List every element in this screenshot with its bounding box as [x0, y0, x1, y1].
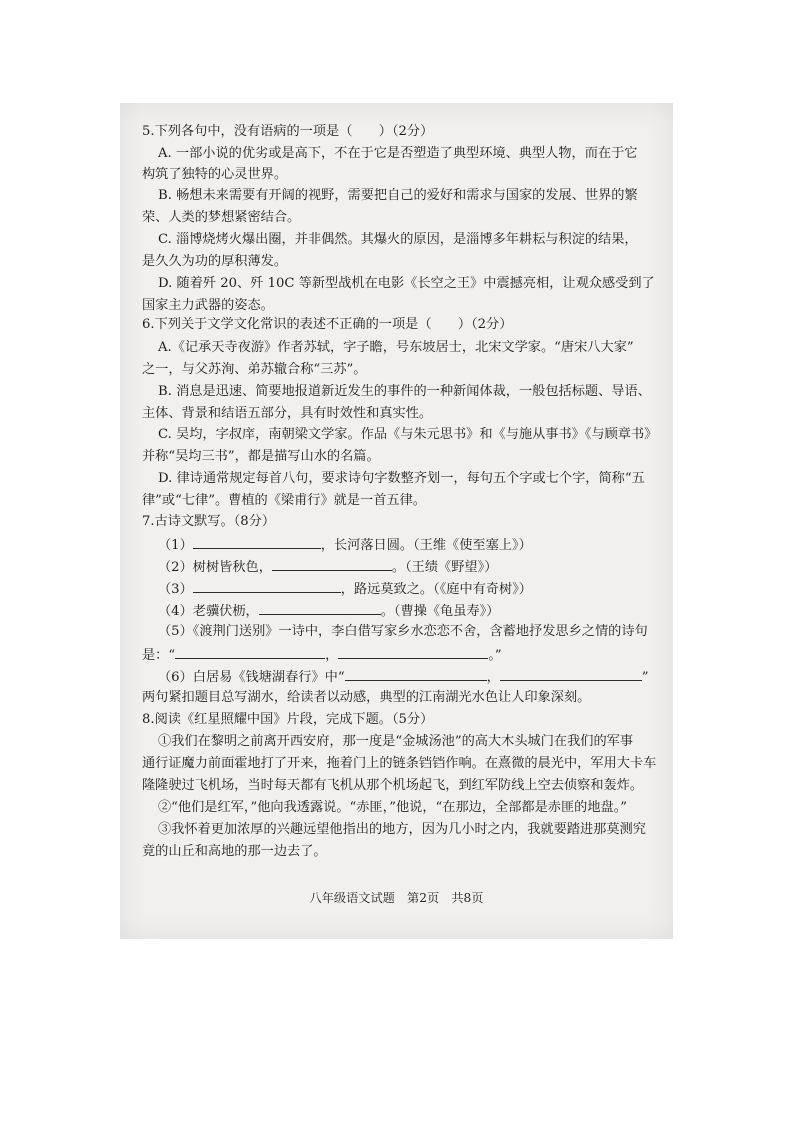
q7-item-1-prefix: （1）: [158, 538, 193, 553]
answer-blank[interactable]: [193, 579, 341, 593]
answer-blank[interactable]: [259, 601, 381, 615]
q8-para-1: ①我们在黎明之前离开西安府，那一度是“金城汤池”的高大木头城门在我们的军事: [158, 734, 634, 749]
q8-stem: 8.阅读《红星照耀中国》片段，完成下题。（5分）: [142, 712, 434, 727]
q5-stem: 5.下列各句中，没有语病的一项是（ ）（2分）: [142, 124, 434, 139]
q8-para-3-cont: 竟的山丘和高地的那一边去了。: [142, 844, 327, 859]
q6-option-a-cont: 之一，与父苏洵、弟苏辙合称“三苏”。: [142, 362, 367, 377]
q6-option-c-cont: 并称“吴均三书”，都是描写山水的名篇。: [142, 449, 380, 464]
q5-option-c: C. 淄博烧烤火爆出圈，并非偶然。其爆火的原因，是淄博多年耕耘与积淀的结果，: [158, 232, 638, 247]
q7-item-3: [158, 579, 532, 599]
exam-sheet: [120, 103, 673, 939]
q7-item-1-source: ，长河落日圆。（王维《使至塞上》）: [320, 538, 532, 553]
comma: ，: [325, 648, 339, 663]
q8-para-2: ②“他们是红军，”他向我透露说。“赤匪，”他说，“在那边，全部都是赤匪的地盘。”: [158, 800, 628, 815]
q8-para-1-cont: 通行证魔力前面霍地打了开来，拖着门上的链条铛铛作响。在熹微的晨光中，军用大卡车: [142, 756, 657, 771]
q7-stem: 7.古诗文默写。（8分）: [142, 514, 276, 529]
q7-item-3-source: ，路远莫致之。（《庭中有奇树》）: [340, 582, 532, 597]
comma: ，: [486, 670, 500, 685]
q5-option-b-cont: 荣、人类的梦想紧密结合。: [142, 210, 301, 225]
answer-blank[interactable]: [175, 645, 325, 659]
q7-item-5-answer: [142, 645, 502, 665]
answer-blank[interactable]: [272, 557, 392, 571]
q7-item-4-prefix: （4）老骥伏枥，: [158, 604, 259, 619]
answer-blank[interactable]: [338, 645, 488, 659]
q8-para-1-cont: 隆隆驶过飞机场，当时每天都有飞机从那个机场起飞，到红军防线上空去侦察和轰炸。: [142, 778, 644, 793]
q7-item-6: [158, 667, 649, 687]
q7-item-2: [158, 557, 497, 577]
answer-blank[interactable]: [500, 667, 642, 681]
q7-item-6-prefix: （6）白居易《钱塘湖春行》中“: [158, 670, 345, 685]
q6-option-b-cont: 主体、背景和结语五部分，具有时效性和真实性。: [142, 406, 433, 421]
quote-end: ”: [641, 670, 649, 685]
q5-option-d-cont: 国家主力武器的姿态。: [142, 298, 274, 313]
q5-option-c-cont: 是久久为功的厚积薄发。: [142, 254, 288, 269]
q6-option-d: D. 律诗通常规定每首八句，要求诗句字数整齐划一，每句五个字或七个字，简称“五: [158, 471, 645, 486]
page-footer: 八年级语文试题 第2页 共8页: [309, 891, 484, 905]
q5-option-a-cont: 构筑了独特的心灵世界。: [142, 167, 288, 182]
q7-item-4-source: 。（曹操《龟虽寿》）: [380, 604, 500, 619]
q6-option-a: A.《记承天寺夜游》作者苏轼，字子瞻，号东坡居士，北宋文学家。“唐宋八大家”: [158, 340, 634, 355]
q5-option-b: B. 畅想未来需要有开阔的视野，需要把自己的爱好和需求与国家的发展、世界的繁: [158, 188, 638, 203]
q7-item-2-source: 。（王绩《野望》）: [391, 560, 498, 575]
q5-option-a: A. 一部小说的优劣或是高下，不在于它是否塑造了典型环境、典型人物，而在于它: [158, 146, 638, 161]
q6-option-c: C. 吴均，字叔庠，南朝梁文学家。作品《与朱元思书》和《与施从事书》《与顾章书》: [158, 427, 658, 442]
q7-item-6-cont: 两句紧扣题目总写湖水，给读者以动感，典型的江南湖光水色让人印象深刻。: [142, 690, 591, 705]
quote-end: 。”: [488, 648, 502, 663]
q7-item-5: （5）《渡荆门送别》一诗中，李白借写家乡水恋恋不舍，含蓄地抒发思乡之情的诗句: [158, 624, 648, 639]
q6-option-d-cont: 律”或“七律”。曹植的《梁甫行》就是一首五律。: [142, 493, 426, 508]
q7-item-2-prefix: （2）树树皆秋色，: [158, 560, 272, 575]
q8-para-3: ③我怀着更加浓厚的兴趣远望他指出的地方，因为几小时之内，我就要踏进那莫测究: [158, 822, 646, 837]
q7-item-3-prefix: （3）: [158, 582, 193, 597]
q7-item-4: [158, 601, 499, 621]
q5-option-d: D. 随着歼 20、歼 10C 等新型战机在电影《长空之王》中震撼亮相，让观众感受到了: [158, 276, 655, 291]
q6-stem: 6.下列关于文学文化常识的表述不正确的一项是（ ）（2分）: [142, 317, 513, 332]
q7-item-5-label: 是：“: [142, 648, 176, 663]
q6-option-b: B. 消息是迅速、简要地报道新近发生的事件的一种新闻体裁，一般包括标题、导语、: [158, 384, 651, 399]
q7-item-1: [158, 535, 532, 555]
answer-blank[interactable]: [193, 535, 321, 549]
answer-blank[interactable]: [345, 667, 487, 681]
